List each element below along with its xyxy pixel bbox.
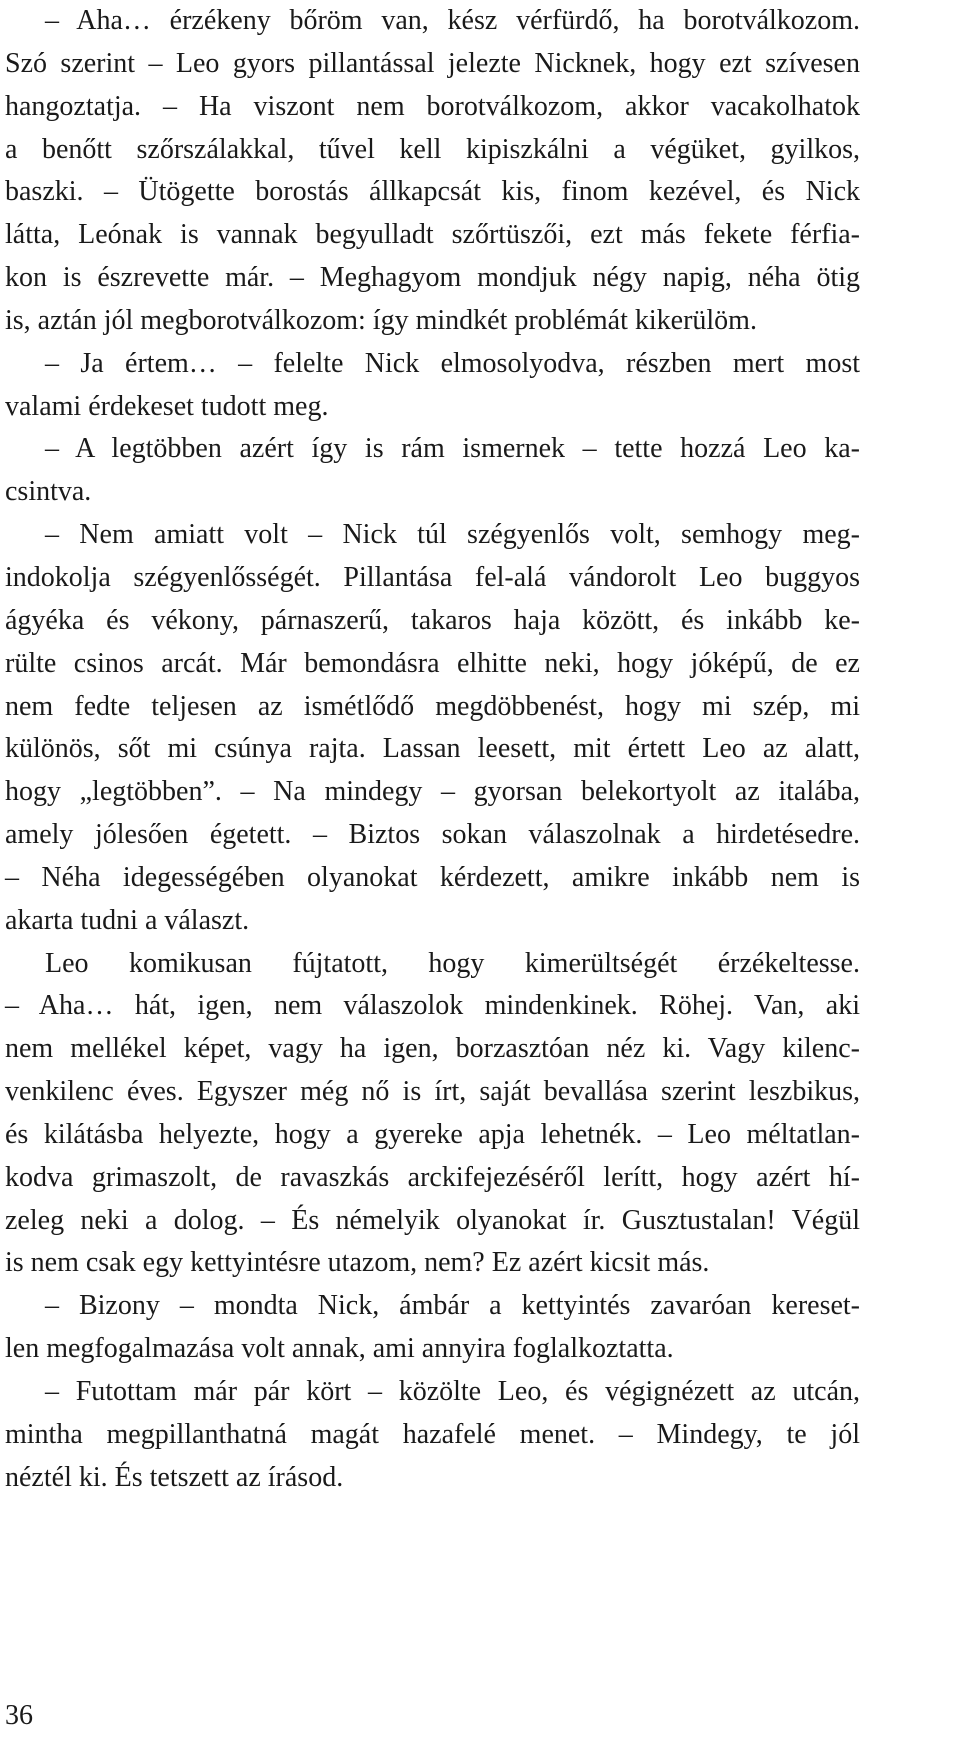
text-line: – Futottam már pár kört – közölte Leo, és végignézett az utcán, xyxy=(45,1376,860,1407)
text-line: és kilátásba helyezte, hogy a gyereke apja lehetnék. – Leo méltatlan- xyxy=(5,1118,860,1150)
text-line: nem fedte teljesen az ismétlődő megdöbbenést, hogy mi szép, mi xyxy=(5,690,860,722)
text-line: is, aztán jól megborotválkozom: így mindkét problémát kikerülöm. xyxy=(5,304,757,336)
text-line: Leo komikusan fújtatott, hogy kimerültségét érzékeltesse. xyxy=(45,947,860,979)
text-line: látta, Leónak is vannak begyulladt szőrtüszői, ezt más fekete férfia- xyxy=(5,219,860,251)
text-line: – A legtöbben azért így is rám ismernek – tette hozzá Leo ka- xyxy=(45,433,860,465)
text-line: Szó szerint – Leo gyors pillantással jelezte Nicknek, hogy ezt szívesen xyxy=(5,47,860,79)
text-line: zeleg neki a dolog. – És némelyik olyanokat ír. Gusztustalan! Végül xyxy=(5,1204,860,1236)
text-line: – Aha… hát, igen, nem válaszolok mindenkinek. Röhej. Van, aki xyxy=(5,990,860,1022)
text-line: nem mellékel képet, vagy ha igen, borzasztóan néz ki. Vagy kilenc- xyxy=(5,1033,860,1065)
text-line: – Aha… érzékeny bőröm van, kész vérfürdő, ha borotválkozom. xyxy=(45,5,860,36)
text-line: venkilenc éves. Egyszer még nő is írt, saját bevallása szerint leszbikus, xyxy=(5,1076,860,1108)
text-line: rülte csinos arcát. Már bemondásra elhitte neki, hogy jóképű, de ez xyxy=(5,647,860,679)
text-line: akarta tudni a választ. xyxy=(5,904,250,936)
text-line: is nem csak egy kettyintésre utazom, nem? Ez azért kicsit más. xyxy=(5,1247,710,1279)
text-line: – Bizony – mondta Nick, ámbár a kettyintés zavaróan kereset- xyxy=(45,1290,860,1322)
text-line: valami érdekeset tudott meg. xyxy=(5,390,329,422)
text-line: csintva. xyxy=(5,476,92,508)
text-line: hogy „legtöbben”. – Na mindegy – gyorsan belekortyolt az italába, xyxy=(5,776,860,808)
text-line: – Nem amiatt volt – Nick túl szégyenlős volt, semhogy meg- xyxy=(45,519,860,551)
text-line: a benőtt szőrszálakkal, tűvel kell kipiszkálni a végüket, gyilkos, xyxy=(5,133,860,165)
text-line: néztél ki. És tetszett az írásod. xyxy=(5,1461,344,1493)
text-line: különös, sőt mi csúnya rajta. Lassan leesett, mit értett Leo az alatt, xyxy=(5,733,860,765)
text-line: ágyéka és vékony, párnaszerű, takaros haja között, és inkább ke- xyxy=(5,604,860,636)
page-number: 36 xyxy=(5,1700,33,1731)
text-line: indokolja szégyenlősségét. Pillantása fel-alá vándorolt Leo buggyos xyxy=(5,561,860,593)
text-line: hangoztatja. – Ha viszont nem borotválkozom, akkor vacakolhatok xyxy=(5,90,860,122)
text-line: baszki. – Ütögette borostás állkapcsát kis, finom kezével, és Nick xyxy=(5,176,860,208)
text-line: – Ja értem… – felelte Nick elmosolyodva, részben mert most xyxy=(45,347,860,379)
text-line: kon is észrevette már. – Meghagyom mondjuk négy napig, néha ötig xyxy=(5,262,860,294)
text-line: kodva grimaszolt, de ravaszkás arckifejezéséről lerítt, hogy azért hí- xyxy=(5,1161,860,1193)
text-line: mintha megpillanthatná magát hazafelé menet. – Mindegy, te jól xyxy=(5,1418,860,1450)
text-line: amely jólesően égetett. – Biztos sokan válaszolnak a hirdetésedre. xyxy=(5,819,860,851)
text-line: len megfogalmazása volt annak, ami annyira foglalkoztatta. xyxy=(5,1333,674,1365)
text-line: – Néha idegességében olyanokat kérdezett, amikre inkább nem is xyxy=(5,861,860,893)
body-text xyxy=(5,0,860,1500)
